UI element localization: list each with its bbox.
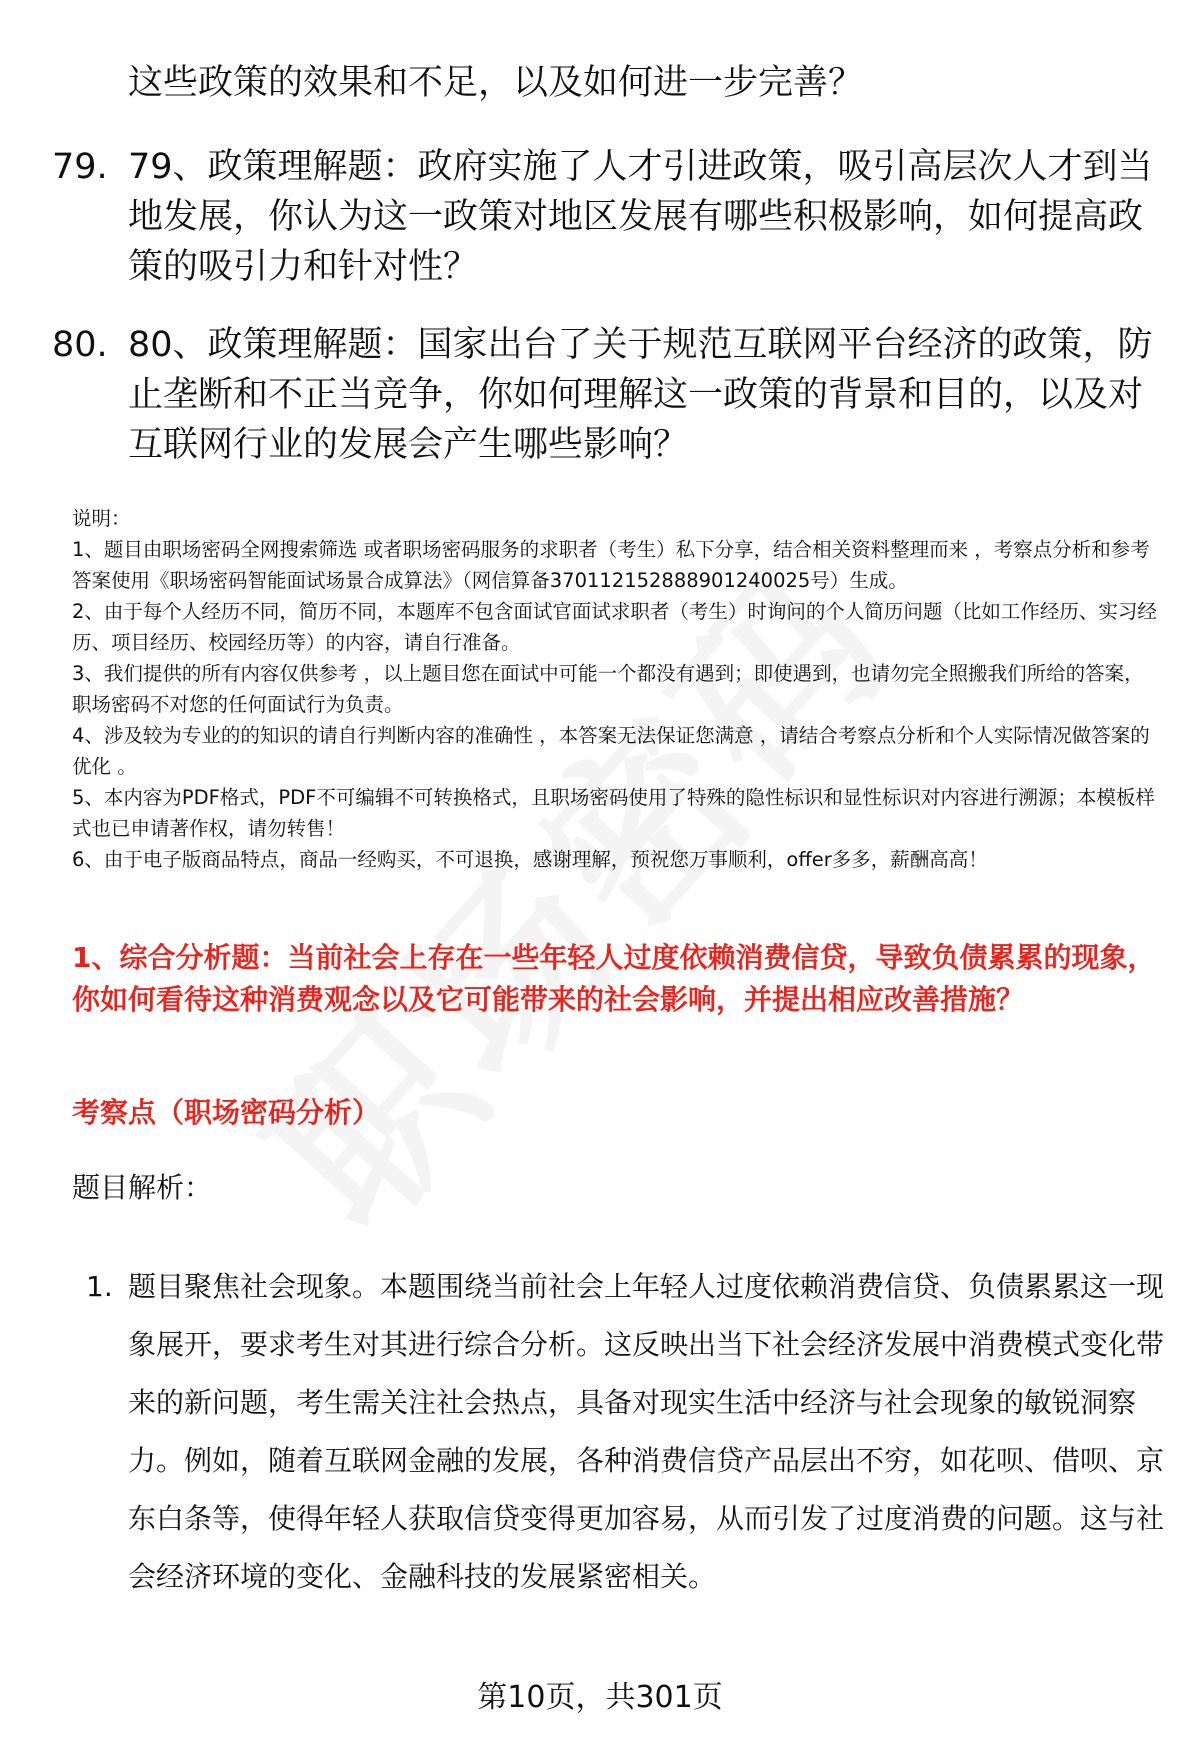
note-item: 4、涉及较为专业的的知识的请自行判断内容的准确性 ，本答案无法保证您满意 ，请结合考察点分析和个人实际情况做答案的优化 。 <box>72 724 1150 778</box>
analysis-number: 1. <box>86 1270 113 1303</box>
question-number: 80. <box>52 325 108 365</box>
examination-point-heading: 考察点（职场密码分析） <box>72 1096 381 1129</box>
question-item <box>52 320 1162 470</box>
analysis-item <box>86 1258 1166 1606</box>
main-question-title: 1、综合分析题：当前社会上存在一些年轻人过度依赖消费信贷，导致负债累累的现象，你如何看待这种消费观念以及它可能带来的社会影响，并提出相应改善措施？ <box>72 941 1156 1016</box>
note-item: 5、本内容为PDF格式，PDF不可编辑不可转换格式，且职场密码使用了特殊的隐性标识和显性标识对内容进行溯源；本模板样式也已申请著作权，请勿转售！ <box>72 786 1155 840</box>
analysis-label: 题目解析： <box>72 1171 213 1204</box>
question-number: 79. <box>52 147 108 187</box>
notes-section <box>72 503 1162 875</box>
page-footer: 第10页，共301页 <box>477 1680 723 1715</box>
question-item <box>52 142 1162 292</box>
question-text: 79、政策理解题：政府实施了人才引进政策，吸引高层次人才到当地发展，你认为这一政策对地区发展有哪些积极影响，如何提高政策的吸引力和针对性？ <box>128 147 1153 287</box>
note-item: 3、我们提供的所有内容仅供参考 ，以上题目您在面试中可能一个都没有遇到；即使遇到，也请勿完全照搬我们所给的答案，职场密码不对您的任何面试行为负责。 <box>72 662 1144 716</box>
note-item: 6、由于电子版商品特点，商品一经购买，不可退换，感谢理解，预祝您万事顺利，offer多多，薪酬高高！ <box>72 848 988 871</box>
note-item: 1、题目由职场密码全网搜索筛选 或者职场密码服务的求职者（考生）私下分享，结合相关资料整理而来 ，考察点分析和参考答案使用《职场密码智能面试场景合成算法》（网信算备370112152888901240025号）生成。 <box>72 538 1150 592</box>
question-text: 80、政策理解题：国家出台了关于规范互联网平台经济的政策，防止垄断和不正当竞争，你如何理解这一政策的背景和目的，以及对互联网行业的发展会产生哪些影响？ <box>128 325 1153 465</box>
notes-title: 说明： <box>72 507 131 530</box>
previous-question-continuation: 这些政策的效果和不足，以及如何进一步完善？ <box>128 63 864 103</box>
note-item: 2、由于每个人经历不同，简历不同，本题库不包含面试官面试求职者（考生）时询问的个人简历问题（比如工作经历、实习经历、项目经历、校园经历等）的内容，请自行准备。 <box>72 600 1157 654</box>
analysis-text: 题目聚焦社会现象。本题围绕当前社会上年轻人过度依赖消费信贷、负债累累这一现象展开，要求考生对其进行综合分析。这反映出当下社会经济发展中消费模式变化带来的新问题，考生需关注社会热点，具备对现实生活中经济与社会现象的敏锐洞察力。例如，随着互联网金融的发展，各种消费信贷产品层出不穷，如花呗、借呗、京东白条等，使得年轻人获取信贷变得更加容易，从而引发了过度消费的问题。这与社会经济环境的变化、金融科技的发展紧密相关。 <box>128 1270 1165 1593</box>
